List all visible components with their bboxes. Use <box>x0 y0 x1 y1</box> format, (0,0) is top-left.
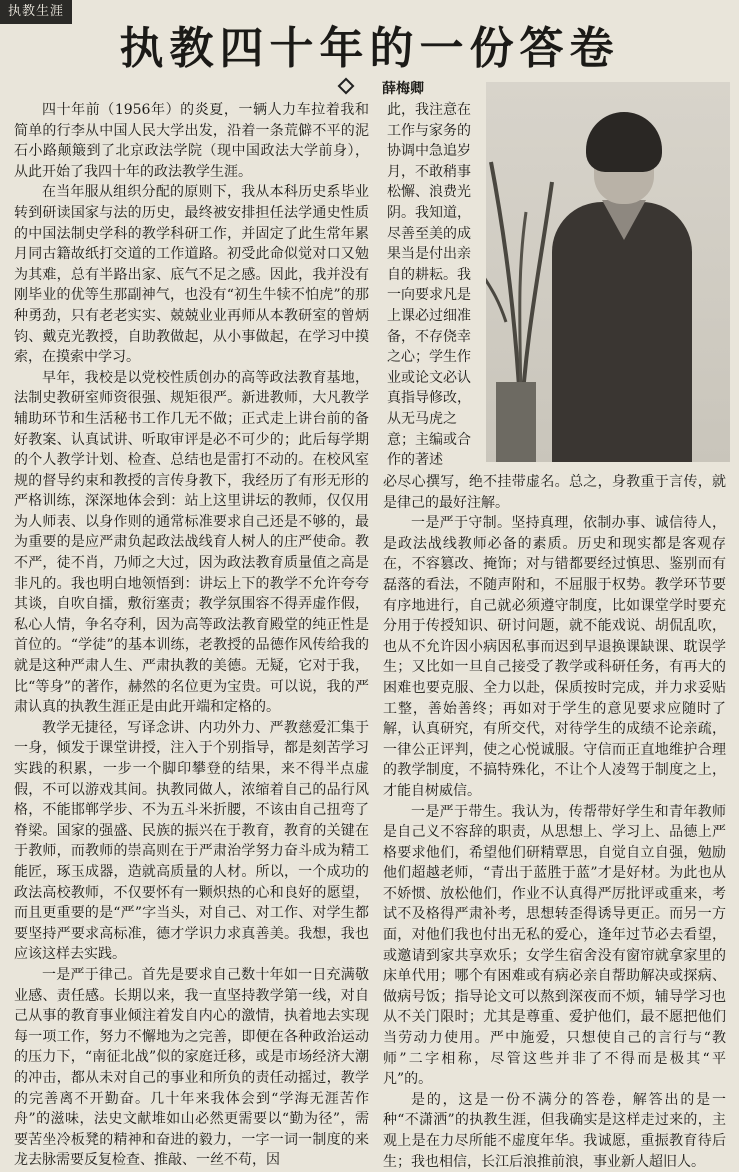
narrow-column <box>387 100 477 471</box>
paragraph: 在当年服从组织分配的原则下，我从本科历史系毕业转到研读国家与法的历史，最终被安排担任法学通史性质的中国法制史学科的教学科研工作，并固定了此生常年累月同古籍故纸打交道的工作道路。初受此命似觉对口又勉为其难，总有半路出家、底气不足之感。因此，我并没有刚毕业的优等生那副神气，也没有“初生牛犊不怕虎”的那种勇劲，只有老老实实、兢兢业业再师从本教研室的曾炳钧、戴克光教授，自助教做起，从小事做起，在学习中摸索，在摸索中学习。 <box>14 184 369 366</box>
portrait-hair <box>586 112 662 172</box>
section-tag: 执教生涯 <box>0 0 72 24</box>
article-title: 执教四十年的一份答卷 <box>119 23 620 74</box>
byline <box>340 78 424 98</box>
paragraph: 是的，这是一份不满分的答卷，解答出的是一种“不潇洒”的执教生涯，但我确实是这样走过来的，主观上是在力尽所能不虚度年华。我诚愿，重振教育待后生；我也相信，长江后浪推前浪，事业新人超旧人。 <box>383 1091 726 1170</box>
paragraph: 必尽心撰写，绝不挂带虚名。总之，身教重于言传，就是律己的最好注解。 <box>383 474 726 511</box>
paragraph: 一是严于律己。首先是要求自己数十年如一日充满敬业感、责任感。长期以来，我一直坚持教学第一线，对自己从事的教育事业倾注着发自内心的激情，执着地去实现每一项工作，努力不懈地为之完善，即便在各种政治运动的压力下，“南征北战”似的家庭迁移，或是市场经济大潮的冲击，都从未对自己的事业和所负的责任动摇过，教学的完善离不开勤奋。几十年来我体会到“学海无涯苦作舟”的滋味，法史文献堆如山必然更需要以“勤为径”，需要苦坐冷板凳的精神和奋进的毅力，一字一词一制度的来龙去脉需要反复检查、推敲、一丝不苟，因 <box>14 966 369 1169</box>
paragraph: 教学无捷径，写译念讲、内功外力、严教慈爱汇集于一身，倾发于课堂讲授，注入于个别指导，都是刻苦学习实践的积累，一步一个脚印攀登的结果，来不得半点虚假，不可以游戏其间。执教同做人，浓缩着自己的品行风格，不能邯郸学步、不为五斗米折腰，不该由自己扭弯了脊梁。国家的强盛、民族的振兴在于教育，教育的关键在于教师，而教师的崇高则在于严肃治学努力奋斗成为精工能匠，琢玉成器，造就高质量的人材。所以，一个成功的政法高校教师，不仅要怀有一颗炽热的心和良好的愿望，而且更重要的是“严”字当头，对自己、对工作、对学生都要坚持严要求高标准，德才学识力求真善美。我想，我也应该这样去实践。 <box>14 719 369 963</box>
flower-stand <box>496 382 536 462</box>
diamond-icon <box>338 78 355 95</box>
paragraph: 一是严于守制。坚持真理，依制办事、诚信待人，是政法战线教师必备的素质。历史和现实都是客观存在，不容篡改、掩饰；对与错都要经过慎思、鉴别而有磊落的看法，不随声附和，不屈服于权势。教学环节要有序地进行，自己就必须遵守制度，比如课堂学时要充分用于传授知识、研讨问题，就不能戏说、胡侃乱吹，也从不允许因小病因私事而迟到早退换课缺课、耽误学生；又比如一旦自己接受了教学或科研任务，有再大的困难也要克服、全力以赴，保质按时完成，并力求妥贴工整，善始善终；再如对于学生的意见要求应随时了解，认真研究，有所交代，对待学生的成绩不论亲疏，一律公正评判，使之心悦诚服。守信而正直地维护合理的教学制度，不搞特殊化，不让个人凌驾于制度之上，才能自树威信。 <box>383 515 726 799</box>
paragraph: 一是严于带生。我认为，传帮带好学生和青年教师是自己义不容辞的职责，从思想上、学习上、品德上严格要求他们，希望他们研精覃思，自觉自立自强，勉励他们超越老师，“青出于蓝胜于蓝”才是好材。为此也从不娇惯、放松他们，作业不认真得严厉批评或重来，考试不及格得严肃补考，思想转歪得诱导更正。而另一方面，对他们我也付出无私的爱心，逢年过节必去看望，或邀请到家共享欢乐；女学生宿舍没有窗帘就拿家里的床单代用；哪个有困难或有病必亲自帮助解决或探病、做病号饭；指导论文可以熬到深夜而不烦，辅导学习也从不关门限时；尤其是尊重、爱护他们，最不愿把他们当劳动力使用。严中施爱，只想使自己的言行与“教师”二字相称，尽管这些并非了不得而是极其“平凡”的。 <box>383 803 726 1088</box>
bottom-right-column <box>383 472 726 1172</box>
paragraph: 早年，我校是以党校性质创办的高等政法教育基地，法制史教研室师资很强、规矩很严。新进教师，大凡教学辅助环节和生活秘书工作几无不做；正式走上讲台前的备好教案、认真试讲、听取审评是必不可少的；此后每学期的个人教学计划、检查、总结也是雷打不动的。在校风室规的督导约束和教授的言传身教下，我经历了有形无形的严格训练，深深地体会到：站上这里讲坛的教师，仅仅用为人师表、以身作则的通常标准要求自己还是不够的，最为重要的是应严肃负起政法战线育人树人的庄严使命。教不严，徒不肖，乃师之大过，因为政法教育质量值之高是非凡的。我也明白地领悟到：讲坛上下的教学不允许夸夸其谈，自吹自擂，敷衍塞责；教学氛围容不得弄虚作假，私心人情，争名夺利，因为高等政法教育殿堂的纯正性是首位的。“学徒”的基本训练，老教授的品德作风传给我的就是这种严肃人生、严肃执教的美德。无疑，它对于我，比“等身”的著作，赫然的名位更为宝贵。可以说，我的严肃认真的执教生涯正是由此开端和定格的。 <box>14 369 369 716</box>
author-portrait <box>486 82 730 462</box>
plant-icon <box>486 122 556 422</box>
portrait-body <box>552 202 692 462</box>
paragraph: 此，我注意在工作与家务的协调中急追岁月，不敢稍事松懈、浪费光阴。我知道，尽善至美的成果当是付出亲自的耕耘。我一向要求凡是上课必过细准备，不存侥幸之心；学生作业或论文必认真指导修改，从无马虎之意；主编或合作的著述 <box>387 102 471 469</box>
left-column <box>14 100 369 1171</box>
author-name: 薛梅卿 <box>382 81 424 97</box>
paragraph: 四十年前（1956年）的炎夏，一辆人力车拉着我和简单的行李从中国人民大学出发，沿着一条荒僻不平的泥石小路颠簸到了北京政法学院（现中国政法大学前身），从此开始了我四十年的政法教学生涯。 <box>14 102 369 180</box>
